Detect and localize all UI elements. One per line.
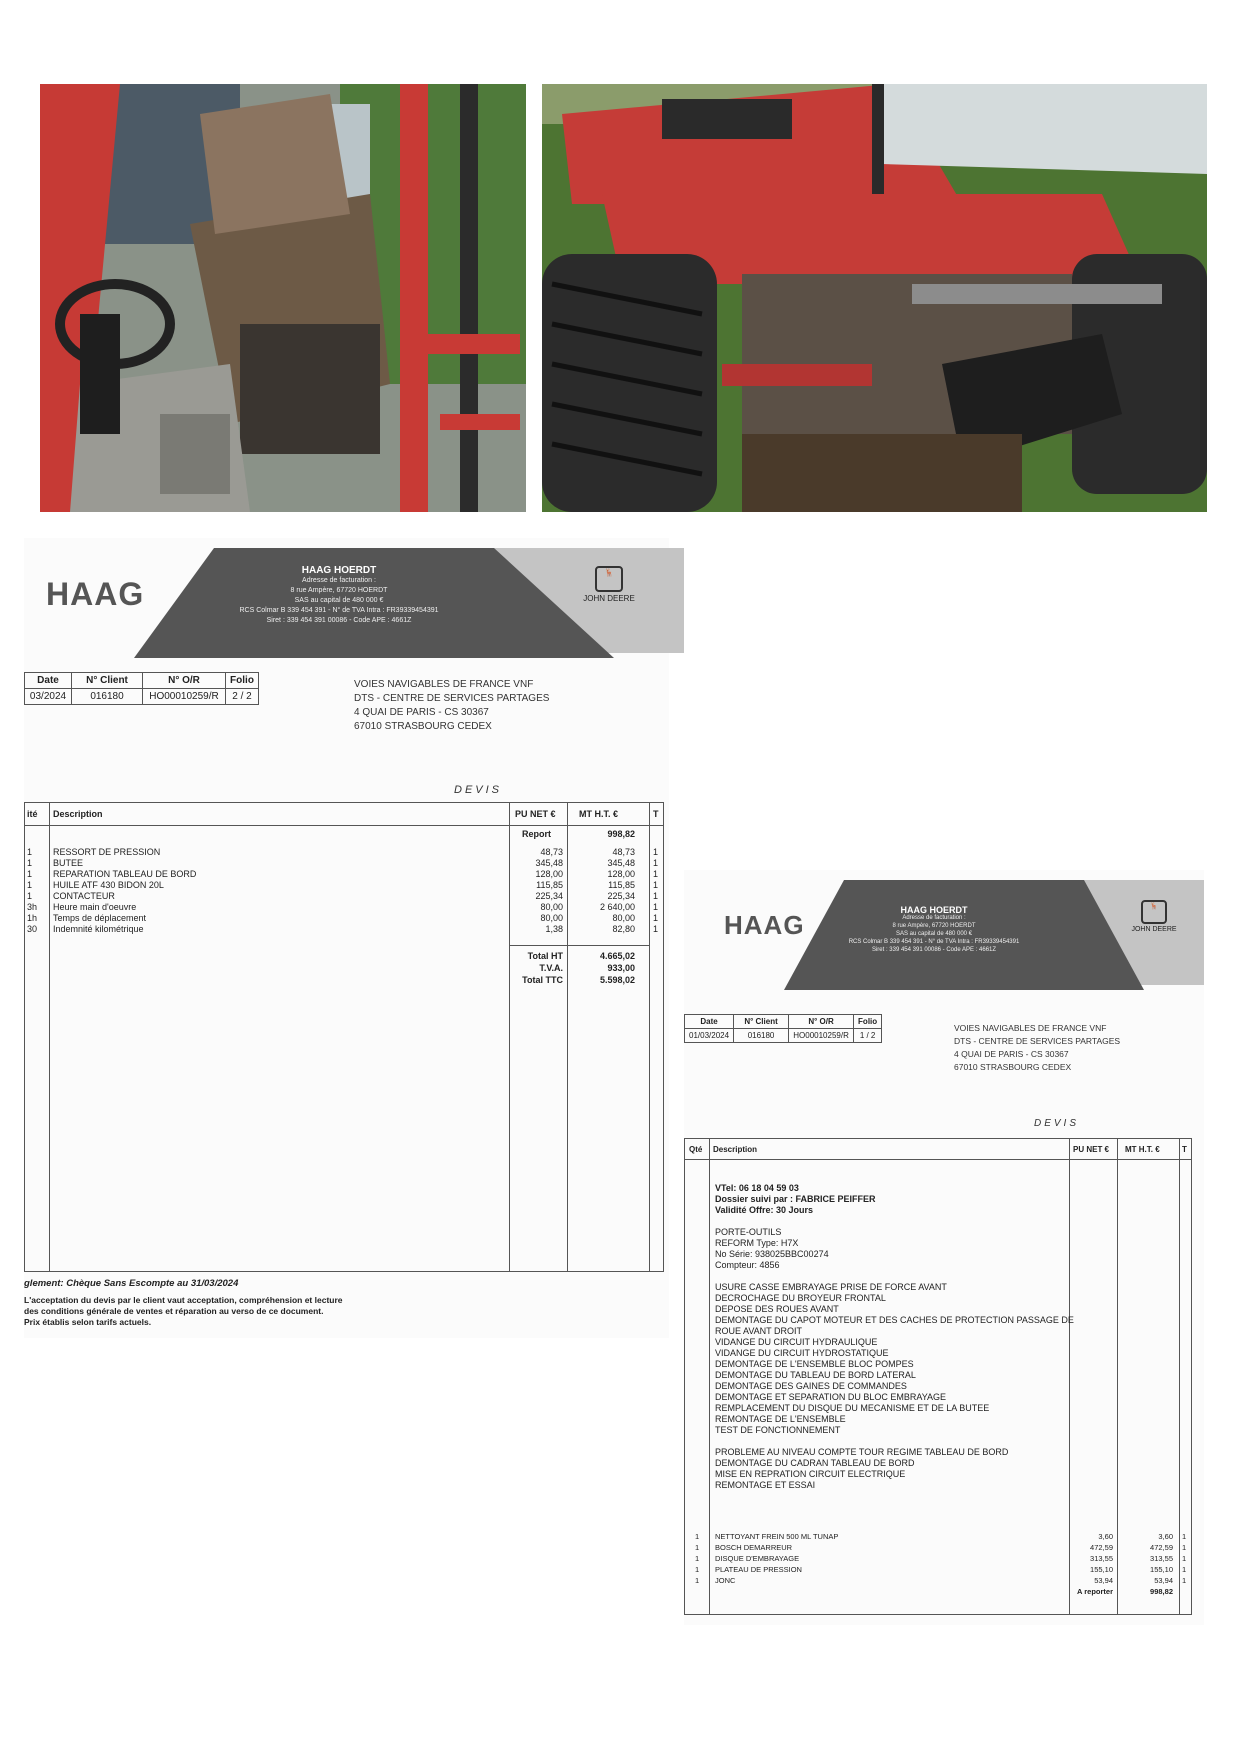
photo-cab-interior — [40, 84, 526, 512]
ref-header: N° O/R — [143, 673, 226, 689]
ref-client: 016180 — [72, 689, 143, 705]
cell-mt: 82,80 — [612, 924, 635, 934]
reference-table — [24, 672, 259, 705]
company-line: Adresse de facturation : — [902, 915, 966, 921]
table-row — [25, 847, 663, 858]
col-description: Description — [713, 1145, 758, 1154]
desc-line: ROUE AVANT DROIT — [715, 1326, 803, 1336]
reference-table — [684, 1014, 882, 1043]
ref-header: Date — [25, 673, 72, 689]
cell-mt: 53,94 — [1154, 1576, 1173, 1585]
cell-t: 1 — [1182, 1543, 1187, 1552]
report-row — [25, 829, 663, 840]
carry-forward-row — [685, 1586, 1191, 1597]
cell-t: 1 — [653, 880, 659, 890]
cell-qty: 1 — [695, 1554, 700, 1563]
cell-t: 1 — [653, 891, 659, 901]
cell-t: 1 — [1182, 1532, 1187, 1541]
desc-line: PROBLEME AU NIVEAU COMPTE TOUR REGIME TABLEAU DE BORD — [715, 1447, 1009, 1457]
desc-line: PORTE-OUTILS — [715, 1227, 782, 1237]
desc-line: DEPOSE DES ROUES AVANT — [715, 1304, 839, 1314]
cell-desc: RESSORT DE PRESSION — [53, 847, 161, 857]
total-label: Total TTC — [522, 975, 563, 985]
cell-t: 1 — [653, 902, 659, 912]
recipient-line: 4 QUAI DE PARIS - CS 30367 — [354, 707, 489, 718]
desc-line: REMONTAGE DE L'ENSEMBLE — [715, 1414, 846, 1424]
cell-pu: 345,48 — [535, 858, 563, 868]
cell-qty: 1 — [695, 1576, 700, 1585]
cell-qty: 1 — [27, 880, 33, 890]
desc-line: DEMONTAGE DES GAINES DE COMMANDES — [715, 1381, 907, 1391]
cell-desc: NETTOYANT FREIN 500 ML TUNAP — [715, 1532, 839, 1541]
company-name: HAAG HOERDT — [301, 565, 377, 576]
report-value: 998,82 — [607, 829, 635, 839]
cell-pu: 225,34 — [535, 891, 563, 901]
cell-pu: 80,00 — [540, 902, 563, 912]
company-line: SAS au capital de 480 000 € — [294, 597, 384, 604]
desc-line: DEMONTAGE ET SEPARATION DU BLOC EMBRAYAGE — [715, 1392, 947, 1402]
document-title: DEVIS — [1034, 1118, 1080, 1129]
items-table — [24, 802, 664, 1272]
recipient-line: 67010 STRASBOURG CEDEX — [354, 721, 492, 732]
cell-t: 1 — [1182, 1576, 1187, 1585]
desc-line — [715, 1271, 1074, 1282]
ref-header: N° Client — [734, 1015, 789, 1029]
footer-line: des conditions générale de ventes et réparation au verso de ce document. — [24, 1306, 324, 1316]
cell-qty: 1 — [695, 1565, 700, 1574]
company-line: 8 rue Ampère, 67720 HOERDT — [290, 587, 388, 594]
table-row — [25, 891, 663, 902]
cell-qty: 1 — [27, 891, 33, 901]
cell-t: 1 — [653, 858, 659, 868]
total-label: T.V.A. — [539, 963, 563, 973]
quote-page-1 — [684, 870, 1204, 1625]
table-row — [685, 1564, 1191, 1575]
desc-line: Dossier suivi par : FABRICE PEIFFER — [715, 1194, 876, 1204]
desc-line: USURE CASSE EMBRAYAGE PRISE DE FORCE AVANT — [715, 1282, 947, 1292]
cell-mt: 2 640,00 — [599, 902, 635, 912]
cell-pu: 1,38 — [545, 924, 563, 934]
table-row — [685, 1575, 1191, 1586]
total-row — [25, 951, 663, 962]
col-description: Description — [53, 809, 103, 819]
desc-line: VIDANGE DU CIRCUIT HYDROSTATIQUE — [715, 1348, 889, 1358]
company-line: Siret : 339 454 391 00086 - Code APE : 4661Z — [266, 617, 412, 624]
carry-value: 998,82 — [1150, 1587, 1173, 1596]
footer-line: glement: Chèque Sans Escompte au 31/03/2024 — [24, 1278, 239, 1289]
table-row — [25, 869, 663, 880]
company-line: Siret : 339 454 391 00086 - Code APE : 4661Z — [871, 947, 997, 953]
table-row — [25, 924, 663, 935]
ref-header: Date — [685, 1015, 734, 1029]
total-value: 933,00 — [607, 963, 635, 973]
cell-desc: BUTEE — [53, 858, 84, 868]
recipient-line: DTS - CENTRE DE SERVICES PARTAGES — [954, 1036, 1121, 1046]
quote-page-2 — [24, 538, 669, 1338]
recipient-address — [954, 1022, 1120, 1074]
payment-terms — [24, 1278, 343, 1328]
ref-header: N° O/R — [789, 1015, 854, 1029]
table-row — [25, 880, 663, 891]
cell-desc: Temps de déplacement — [53, 913, 147, 923]
cell-pu: 313,55 — [1090, 1554, 1113, 1563]
cell-mt: 313,55 — [1150, 1554, 1173, 1563]
company-name: HAAG HOERDT — [900, 905, 968, 915]
haag-logo: HAAG — [724, 910, 805, 940]
table-row — [25, 858, 663, 869]
col-t: T — [1182, 1145, 1187, 1154]
cell-desc: JONC — [715, 1576, 736, 1585]
brand-name: JOHN DEERE — [1131, 926, 1177, 933]
cell-pu: 80,00 — [540, 913, 563, 923]
cell-mt: 345,48 — [607, 858, 635, 868]
total-value: 4.665,02 — [599, 951, 635, 961]
report-label: Report — [522, 829, 551, 839]
cell-mt: 225,34 — [607, 891, 635, 901]
desc-line: Validité Offre: 30 Jours — [715, 1205, 814, 1215]
recipient-line: 67010 STRASBOURG CEDEX — [954, 1062, 1072, 1072]
col-mt: MT H.T. € — [1125, 1145, 1160, 1154]
col-t: T — [653, 809, 659, 819]
desc-line: DECROCHAGE DU BROYEUR FRONTAL — [715, 1293, 886, 1303]
desc-line: DEMONTAGE DU CAPOT MOTEUR ET DES CACHES DE PROTECTION PASSAGE DE — [715, 1315, 1074, 1325]
ref-or: HO00010259/R — [143, 689, 226, 705]
desc-line: No Série: 938025BBC00274 — [715, 1249, 829, 1259]
cell-mt: 115,85 — [608, 880, 635, 890]
cell-mt: 3,60 — [1158, 1532, 1173, 1541]
john-deere-logo — [1114, 900, 1194, 933]
cell-desc: Heure main d'oeuvre — [53, 902, 137, 912]
cell-qty: 1 — [695, 1532, 700, 1541]
desc-line: VTel: 06 18 04 59 03 — [715, 1183, 799, 1193]
cell-mt: 155,10 — [1150, 1565, 1173, 1574]
total-value: 5.598,02 — [599, 975, 635, 985]
cell-desc: HUILE ATF 430 BIDON 20L — [53, 880, 164, 890]
cell-mt: 128,00 — [607, 869, 635, 879]
ref-date: 01/03/2024 — [685, 1029, 734, 1043]
cell-pu: 155,10 — [1090, 1565, 1113, 1574]
cell-pu: 3,60 — [1098, 1532, 1113, 1541]
ref-folio: 2 / 2 — [226, 689, 259, 705]
cell-mt: 80,00 — [612, 913, 635, 923]
desc-line: MISE EN REPRATION CIRCUIT ELECTRIQUE — [715, 1469, 906, 1479]
cell-t: 1 — [653, 913, 659, 923]
cell-qty: 30 — [27, 924, 38, 934]
recipient-line: VOIES NAVIGABLES DE FRANCE VNF — [954, 1023, 1107, 1033]
cell-qty: 3h — [27, 902, 38, 912]
recipient-line: DTS - CENTRE DE SERVICES PARTAGES — [354, 693, 550, 704]
cell-pu: 48,73 — [540, 847, 563, 857]
cell-t: 1 — [1182, 1565, 1187, 1574]
haag-logo: HAAG — [46, 576, 145, 612]
cell-desc: DISQUE D'EMBRAYAGE — [715, 1554, 800, 1563]
cell-desc: Indemnité kilométrique — [53, 924, 144, 934]
desc-line: VIDANGE DU CIRCUIT HYDRAULIQUE — [715, 1337, 878, 1347]
table-row — [685, 1531, 1191, 1542]
desc-line: Compteur: 4856 — [715, 1260, 780, 1270]
cell-mt: 472,59 — [1150, 1543, 1173, 1552]
desc-line: REMPLACEMENT DU DISQUE DU MECANISME ET DE LA BUTEE — [715, 1403, 990, 1413]
desc-line: REMONTAGE ET ESSAI — [715, 1480, 816, 1490]
ref-date: 03/2024 — [25, 689, 72, 705]
col-mt: MT H.T. € — [579, 809, 619, 819]
cell-desc: REPARATION TABLEAU DE BORD — [53, 869, 197, 879]
col-pu: PU NET € — [1073, 1145, 1110, 1154]
brand-name: JOHN DEERE — [583, 594, 635, 603]
cell-qty: 1 — [27, 869, 33, 879]
document-title: DEVIS — [454, 784, 503, 796]
company-block — [834, 906, 1034, 954]
table-row — [25, 902, 663, 913]
col-qty: ité — [27, 809, 38, 819]
table-row — [685, 1542, 1191, 1553]
cell-pu: 115,85 — [536, 880, 563, 890]
desc-line: DEMONTAGE DU TABLEAU DE BORD LATERAL — [715, 1370, 916, 1380]
company-line: RCS Colmar B 339 454 391 - N° de TVA Intra : FR39339454391 — [239, 607, 439, 614]
desc-line — [715, 1216, 1074, 1227]
desc-line: DEMONTAGE DU CADRAN TABLEAU DE BORD — [715, 1458, 915, 1468]
cell-pu: 472,59 — [1090, 1543, 1113, 1552]
desc-line: DEMONTAGE DE L'ENSEMBLE BLOC POMPES — [715, 1359, 914, 1369]
cell-desc: CONTACTEUR — [53, 891, 115, 901]
recipient-address — [354, 678, 549, 734]
cell-t: 1 — [653, 847, 659, 857]
total-row — [25, 963, 663, 974]
footer-line: Prix établis selon tarifs actuels. — [24, 1317, 152, 1327]
cell-qty: 1 — [695, 1543, 700, 1552]
desc-line: REFORM Type: H7X — [715, 1238, 799, 1248]
col-qty: Qté — [689, 1145, 703, 1154]
cell-mt: 48,73 — [612, 847, 635, 857]
deer-icon: 🦌 — [604, 568, 614, 577]
total-row — [25, 975, 663, 986]
cell-qty: 1 — [27, 858, 33, 868]
col-pu: PU NET € — [515, 809, 556, 819]
cell-pu: 128,00 — [535, 869, 563, 879]
john-deere-logo — [569, 566, 649, 603]
cell-desc: BOSCH DEMARREUR — [715, 1543, 793, 1552]
ref-header: Folio — [226, 673, 259, 689]
table-row — [25, 913, 663, 924]
photo-machine-front — [542, 84, 1207, 512]
company-line: 8 rue Ampère, 67720 HOERDT — [892, 923, 976, 929]
ref-header: N° Client — [72, 673, 143, 689]
ref-folio: 1 / 2 — [854, 1029, 882, 1043]
company-line: Adresse de facturation : — [302, 577, 376, 584]
desc-line — [715, 1436, 1074, 1447]
desc-line: TEST DE FONCTIONNEMENT — [715, 1425, 841, 1435]
cell-t: 1 — [653, 924, 659, 934]
company-block — [219, 566, 459, 626]
cell-desc: PLATEAU DE PRESSION — [715, 1565, 802, 1574]
ref-header: Folio — [854, 1015, 882, 1029]
total-label: Total HT — [527, 951, 563, 961]
cell-t: 1 — [653, 869, 659, 879]
items-table — [684, 1138, 1192, 1615]
cell-t: 1 — [1182, 1554, 1187, 1563]
ref-or: HO00010259/R — [789, 1029, 854, 1043]
recipient-line: 4 QUAI DE PARIS - CS 30367 — [954, 1049, 1069, 1059]
company-line: RCS Colmar B 339 454 391 - N° de TVA Intra : FR39339454391 — [848, 939, 1020, 945]
cell-qty: 1 — [27, 847, 33, 857]
ref-client: 016180 — [734, 1029, 789, 1043]
deer-icon: 🦌 — [1149, 903, 1159, 910]
work-description — [715, 1183, 1074, 1491]
company-line: SAS au capital de 480 000 € — [895, 931, 973, 937]
recipient-line: VOIES NAVIGABLES DE FRANCE VNF — [354, 679, 534, 690]
table-row — [685, 1553, 1191, 1564]
carry-label: A reporter — [1077, 1587, 1113, 1596]
footer-line: L'acceptation du devis par le client vaut acceptation, compréhension et lecture — [24, 1295, 343, 1305]
cell-qty: 1h — [27, 913, 38, 923]
cell-pu: 53,94 — [1094, 1576, 1113, 1585]
